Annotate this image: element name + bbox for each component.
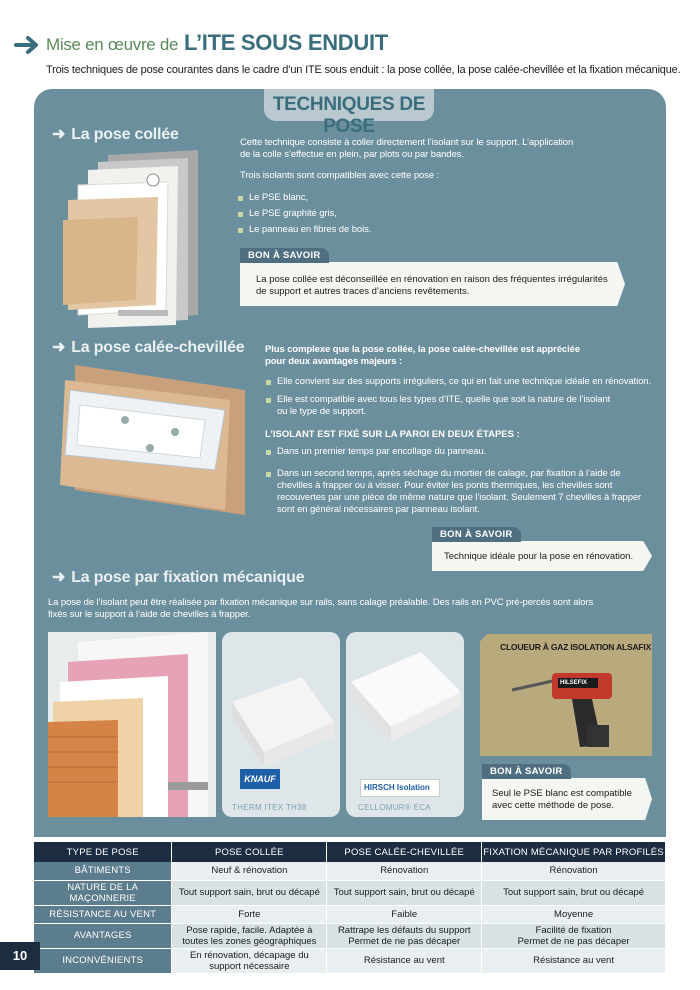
list-item-continued: recouvertes par une pièce de même nature que l’isolant. Seulement 7 chevilles à frapper [277,492,642,503]
bon-a-savoir-label: BON À SAVOIR [432,527,521,542]
list-item: Le panneau en fibres de bois. [237,224,371,237]
section-title-fixation-mecanique: ➜ La pose par fixation mécanique [52,569,305,586]
table-cell: Faible [327,905,482,923]
title-prefix: Mise en œuvre de [46,35,179,54]
arrow-right-icon: ➜ [52,126,66,143]
table-cell [482,923,666,948]
bon-a-savoir-text: de support et autres traces d’anciens revêtements. [256,286,470,297]
table-cell [172,948,327,973]
cell-line: En rénovation, décapage du [189,949,309,961]
cell-line: Pose rapide, facile. Adaptée à [186,924,313,936]
table-row [34,948,666,973]
table-row [34,862,666,880]
title-main: L’ITE SOUS ENDUIT [184,30,388,55]
table-header: POSE COLLÉE [172,842,327,862]
pose-collee-illustration [58,150,208,330]
comparison-table [34,842,666,974]
product-card-knauf [222,632,340,817]
pose-calee-chevillee-illustration [55,360,250,520]
list-item-continued: ou le type de support. [277,406,367,417]
section-title-pose-collee: ➜ La pose collée [52,126,179,143]
cell-line: Permet de ne pas décaper [348,935,461,947]
row-header: BÂTIMENTS [34,862,172,880]
list-item: Le PSE blanc, [237,192,308,205]
table-header-row [34,842,666,862]
table-cell: Tout support sain, brut ou décapé [172,880,327,905]
row-header: INCONVÉNIENTS [34,948,172,973]
arrow-right-icon: ➜ [52,569,66,586]
table-cell: Tout support sain, brut ou décapé [482,880,666,905]
cell-line: toutes les zones géographiques [182,935,317,947]
section1-para1b: de la colle s’effectue en plein, par plots ou par bandes. [240,149,464,160]
nail-gun-image [492,655,642,755]
cell-line: Rattrape les défauts du support [337,924,471,936]
cell-line: Permet de ne pas décaper [517,935,630,947]
table-cell: Moyenne [482,905,666,923]
product-caption: THERM ITEX TH38 [232,803,307,812]
list-item: Elle est compatible avec tous les types d’ITE, quelle que soit la nature de l’isolant [265,394,610,407]
table-row [34,923,666,948]
list-item: Le PSE graphité gris, [237,208,337,221]
fixation-mecanique-illustration [48,632,216,817]
section1-para1a: Cette technique consiste à coller directement l’isolant sur le support. L’application [240,137,574,148]
table-cell: Résistance au vent [482,948,666,973]
table-row [34,905,666,923]
table-cell [172,923,327,948]
table-header: TYPE DE POSE [34,842,172,862]
list-item: Dans un second temps, après séchage du mortier de calage, par fixation à l’aide de [265,468,621,481]
section3-para2: fixés sur le support à l’aide de chevilles à frapper. [48,609,251,620]
bon-a-savoir-text: Technique idéale pour la pose en rénovation. [444,551,634,562]
list-item-continued: sont en général nécessaires par panneau isolant. [277,504,480,515]
section2-intro2: pour deux avantages majeurs : [265,356,403,367]
arrow-right-icon: ➜ [52,339,66,356]
bon-a-savoir-text: La pose collée est déconseillée en rénovation en raison des fréquentes irrégularités [256,274,608,285]
table-header: FIXATION MÉCANIQUE PAR PROFILÉS [482,842,666,862]
section1-para2: Trois isolants sont compatibles avec cette pose : [240,170,440,181]
bon-a-savoir-label: BON À SAVOIR [482,764,571,779]
table-cell: Neuf & rénovation [172,862,327,880]
steps-title: L’ISOLANT EST FIXÉ SUR LA PAROI EN DEUX ÉTAPES : [265,429,520,440]
table-cell: Rénovation [482,862,666,880]
cell-line: support nécessaire [209,960,290,972]
panel-title: TECHNIQUES DE POSE [272,94,426,137]
knauf-panel-image [222,632,340,817]
section3-para1: La pose de l’isolant peut être réalisée par fixation mécanique sur rails, sans calage préalable. Des rails en PVC pré-percés sont alors [48,597,594,608]
section-title-pose-calee-chevillee: ➜ La pose calée-chevillée [52,339,245,356]
table-cell: Tout support sain, brut ou décapé [327,880,482,905]
tool-brand-text: HILSEFIX [560,680,588,686]
page-number: 10 [0,942,40,970]
arrow-right-icon [14,36,40,54]
bon-a-savoir-text: avec cette méthode de pose. [492,800,614,811]
row-header: AVANTAGES [34,923,172,948]
page-title [46,30,388,56]
knauf-logo: KNAUF [240,769,280,789]
product-caption: CELLOMUR® ECA [358,803,431,812]
row-header: NATURE DE LA MAÇONNERIE [34,880,172,905]
page-subtitle: Trois techniques de pose courantes dans le cadre d’un ITE sous enduit : la pose collée, la pose calée-chevillée et la fixation mécanique. [46,64,681,76]
bon-a-savoir-text: Seul le PSE blanc est compatible [492,788,632,799]
list-item: Elle convient sur des supports irréguliers, ce qui en fait une technique idéale en rénovation. [265,376,651,389]
row-header: RÉSISTANCE AU VENT [34,905,172,923]
table-header: POSE CALÉE-CHEVILLÉE [327,842,482,862]
table-row [34,880,666,905]
table-cell: Forte [172,905,327,923]
list-item-continued: chevilles à frapper ou à visser. Pour éviter les ponts thermiques, les chevilles sont [277,480,613,491]
table-cell: Résistance au vent [327,948,482,973]
cell-line: Facilité de fixation [535,924,612,936]
list-item: Dans un premier temps par encollage du panneau. [265,446,486,459]
table-cell: Rénovation [327,862,482,880]
bon-a-savoir-label: BON À SAVOIR [240,248,329,263]
table-cell [327,923,482,948]
hirsch-logo: HIRSCH Isolation [360,779,440,797]
section2-intro1: Plus complexe que la pose collée, la pose calée-chevillée est appréciée [265,344,581,355]
tool-caption: CLOUEUR À GAZ ISOLATION ALSAFIX [500,642,652,652]
